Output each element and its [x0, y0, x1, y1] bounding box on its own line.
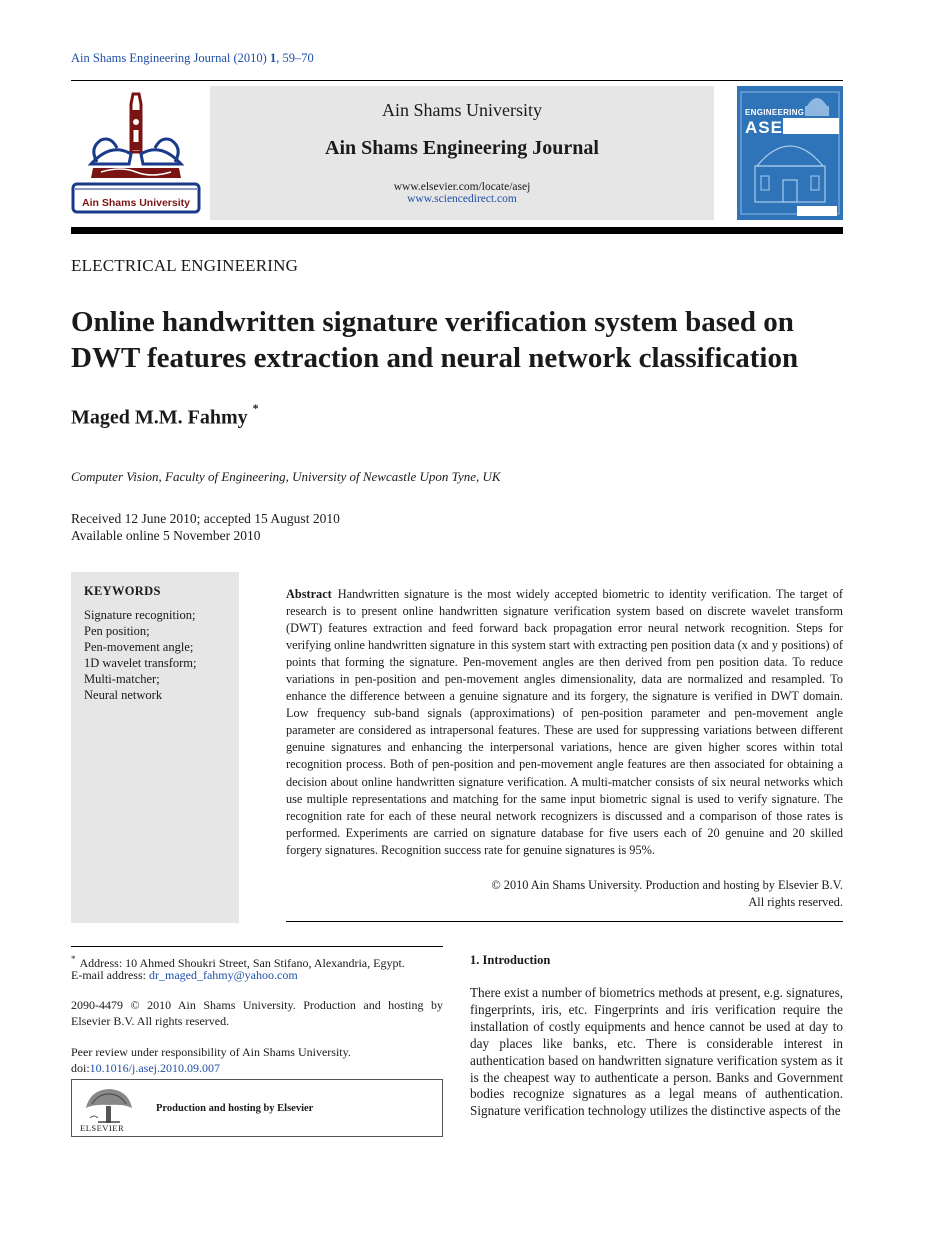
abstract-text: Handwritten signature is the most widely accepted biometric to identity verification. The target of research is to present online handwritten signature verification system based on discrete wavelet transform (DWT) features extraction and feed forward back propagation error neural network recognition. Steps for verifying online handwritten signature in this system start with extracting pen position data (x and y positions) of points that forming the signature. Pen-movement angles are then derived from pen position data. To reduce variations in pen-position and pen-movement angles dimensionality, data are normalized and resampled. To enhance the difference between a genuine signature and its forgery, the signature is verified in DWT domain. Low frequency sub-band signals (approximations) of pen-position parameter and pen-movement angle parameter are considered as intrapersonal features. These are used for suppressing variations between different genuine signatures and enhancing the interpersonal variations, hence are given higher scores within total recognition process. Both of pen-position and pen-movement angle features are then associated for obtaining a decision about online handwritten signature verification. A multi-matcher consists of six neural networks which use multiple representations and matching for the same input biometric signal is used to verify signature. The recognition rate for each of these neural network recognizers is discussed and a comparison of those rates is performed. Experiments are carried on signature database for five users each of 20 genuine and 20 skilled forgery signatures. Recognition success rate for genuine signatures is 95%.	[286, 587, 843, 857]
production-hosting-text: Production and hosting by Elsevier	[156, 1103, 314, 1114]
section-label: ELECTRICAL ENGINEERING	[71, 256, 299, 275]
cover-illustration	[737, 86, 843, 220]
introduction-heading: 1. Introduction	[470, 953, 551, 967]
citation-pages: , 59–70	[276, 51, 314, 65]
cover-title-large: ASEJ	[745, 118, 794, 137]
copyright-line: © 2010 Ain Shams University. Production and hosting by Elsevier B.V.	[491, 878, 843, 892]
keyword-item: Pen position;	[84, 624, 150, 638]
author-affiliation: Computer Vision, Faculty of Engineering, University of Newcastle Upon Tyne, UK	[71, 469, 501, 484]
author-text: Maged M.M. Fahmy	[71, 406, 248, 429]
journal-citation[interactable]	[71, 51, 314, 66]
sciencedirect-link[interactable]: www.sciencedirect.com	[407, 193, 517, 205]
journal-name: Ain Shams Engineering Journal	[325, 137, 599, 159]
keyword-item: Neural network	[84, 688, 163, 702]
received-dates: Received 12 June 2010; accepted 15 August 2010	[71, 511, 340, 526]
author-name	[71, 401, 259, 430]
abstract	[286, 586, 843, 859]
keywords-title: KEYWORDS	[84, 584, 161, 598]
keyword-item: Multi-matcher;	[84, 672, 160, 686]
abstract-copyright	[286, 877, 843, 911]
footnote-divider	[71, 946, 443, 947]
journal-cover[interactable]	[737, 86, 843, 220]
header-thick-rule	[71, 227, 843, 234]
footnote-issn: 2090-4479 © 2010 Ain Shams University. Production and hosting by Elsevier B.V. All rights reserved.	[71, 998, 443, 1028]
available-online-date: Available online 5 November 2010	[71, 528, 261, 543]
elsevier-wordmark: ELSEVIER	[80, 1123, 125, 1133]
footnote-email	[71, 967, 298, 983]
keywords-box	[71, 572, 239, 923]
keyword-item: 1D wavelet transform;	[84, 656, 197, 670]
university-logo	[71, 92, 201, 214]
doi-label: doi:	[71, 1061, 90, 1075]
keyword-item: Signature recognition;	[84, 608, 196, 622]
university-name: Ain Shams University	[382, 100, 542, 120]
address-text: Address: 10 Ahmed Shoukri Street, San Stifano, Alexandria, Egypt.	[79, 956, 405, 970]
elsevier-tree-icon	[84, 1086, 134, 1124]
cover-title-small: ENGINEERING	[745, 108, 805, 117]
journal-url[interactable]: www.elsevier.com/locate/asej	[393, 181, 531, 193]
citation-journal: Ain Shams Engineering Journal	[71, 51, 231, 65]
abstract-label: Abstract	[286, 587, 332, 601]
abstract-divider	[286, 921, 843, 922]
article-title: Online handwritten signature verification system based on DWT features extraction and neural network classification	[71, 306, 799, 374]
email-link[interactable]: dr_maged_fahmy@yahoo.com	[148, 968, 298, 982]
email-label: E-mail address:	[71, 968, 149, 982]
footnote-mark: *	[71, 954, 76, 964]
citation-volume: 1	[269, 51, 277, 65]
header-divider	[71, 80, 843, 81]
doi-link[interactable]: 10.1016/j.asej.2010.09.007	[89, 1061, 220, 1075]
logo-text: Ain Shams University	[82, 197, 190, 209]
rights-line: All rights reserved.	[748, 895, 843, 909]
introduction-text: There exist a number of biometrics methods at present, e.g. signatures, fingerprints, iris, etc. Fingerprints and iris verification require the installation of costly equipments and hence cannot be used at day to day places like banks, etc. There is considerable interest in authentication based on handwritten signature verification system as it is the cheapest way to authenticate a person. Banks and Government bodies recognize signatures as a legal means of authentication. Signature verification technology utilizes the distinctive aspects of the	[470, 985, 843, 1119]
author-footnote-mark[interactable]: *	[252, 401, 259, 415]
keyword-item: Pen-movement angle;	[84, 640, 194, 654]
footnote-peer-review: Peer review under responsibility of Ain Shams University.	[71, 1045, 351, 1059]
footnote-doi	[71, 1060, 220, 1076]
citation-year: (2010)	[233, 51, 267, 65]
